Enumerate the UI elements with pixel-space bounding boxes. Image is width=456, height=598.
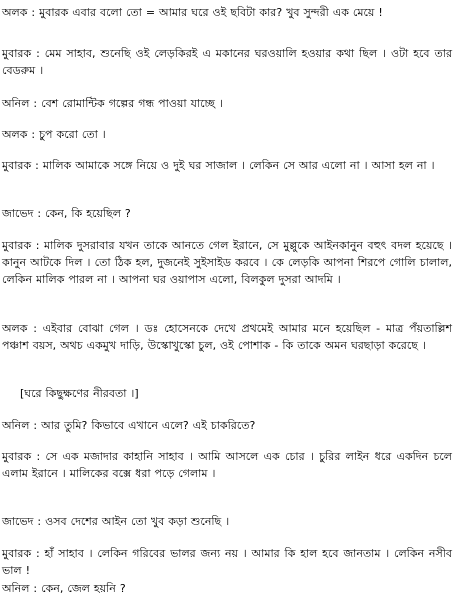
dialogue-line: মুবারক : মালিক আমাকে সঙ্গে নিয়ে ও দুই ঘর সাজাল । লেকিন সে আর এলো না । আসা হল না । <box>2 159 435 172</box>
dialogue-text: এইবার বোঝা গেল । ডঃ হোসেনকে দেখে প্রথমেই আমার মনে হয়েছিল - মাত্র পঁয়তাল্লিশ পঞ্চাশ বয়স, অথচ একমুখ দাড়ি, উস্কোখুস্কো চুল, ওই পোশাক - কি তাকে অমন ঘরছাড়া করেছে । <box>2 322 452 352</box>
dialogue-text: কেন, কি হয়েছিল ? <box>45 207 131 220</box>
speaker-name: জাভেদ <box>2 207 34 220</box>
speaker-name: অনিল <box>2 97 30 110</box>
dialogue-text: হাঁ সাহাব । লেকিন গরিবের ভালর জন্য নয় । আমার কি হাল হবে জানতাম । লেকিন নসীব ভাল ! <box>2 547 453 577</box>
dialogue-text: আর তুমি? কিভাবে এখানে এলে? এই চাকরিতে? <box>41 419 256 432</box>
speaker-name: অলক <box>2 6 28 19</box>
dialogue-text: কেন, জেল হয়নি ? <box>41 582 126 595</box>
dialogue-line: মুবারক : সে এক মজাদার কাহানি সাহাব । আমি আসলে এক চোর । চুরির লাইন ধরে একদিন চলে এলাম ইরানে । মালিকের বক্সে ধরা পড়ে গেলাম । <box>2 450 452 480</box>
speaker-name: অনিল <box>2 419 30 432</box>
dialogue-text: মালিক দুসরাবার যখন তাকে আনতে গেল ইরানে, সে মুল্লুকে আইনকানুন বহুৎ বদল হয়েছে । কানুন আটকে দিল । তো ঠিক হল, দুজনেই সুইসাইড করবে । কে লেড়কি আপনা শিরপে গোলি চালাল, লেকিন মালিক পারল না । আপনা ঘর ওয়াপাস এলো, বিলকুল দুসরা আদমি । <box>2 239 453 286</box>
speaker-name: মুবারক <box>2 547 32 560</box>
dialogue-text: সে এক মজাদার কাহানি সাহাব । আমি আসলে এক চোর । চুরির লাইন ধরে একদিন চলে এলাম ইরানে । মালিকের বক্সে ধরা পড়ে গেলাম । <box>2 450 452 480</box>
dialogue-line: অলক : এইবার বোঝা গেল । ডঃ হোসেনকে দেখে প্রথমেই আমার মনে হয়েছিল - মাত্র পঁয়তাল্লিশ পঞ্চাশ বয়স, অথচ একমুখ দাড়ি, উস্কোখুস্কো চুল, ওই পোশাক - কি তাকে অমন ঘরছাড়া করেছে । <box>2 322 452 352</box>
speaker-name: মুবারক <box>2 159 32 172</box>
dialogue-line: জাভেদ : ওসব দেশের আইন তো খুব কড়া শুনেছি । <box>2 515 230 528</box>
dialogue-line: অলক : মুবারক এবার বলো তো = আমার ঘরে ওই ছবিটা কার? খুব সুন্দরী এক মেয়ে ! <box>2 6 383 19</box>
dialogue-line: অনিল : কেন, জেল হয়নি ? <box>2 582 126 595</box>
dialogue-line: মুবারক : হাঁ সাহাব । লেকিন গরিবের ভালর জন্য নয় । আমার কি হাল হবে জানতাম । লেকিন নসীব ভাল ! <box>2 547 453 577</box>
dialogue-line: অনিল : আর তুমি? কিভাবে এখানে এলে? এই চাকরিতে? <box>2 419 256 432</box>
dialogue-text: চুপ করো তো । <box>39 128 106 141</box>
dialogue-line: জাভেদ : কেন, কি হয়েছিল ? <box>2 207 131 220</box>
dialogue-line: মুবারক : মালিক দুসরাবার যখন তাকে আনতে গেল ইরানে, সে মুল্লুকে আইনকানুন বহুৎ বদল হয়েছে । কানুন আটকে দিল । তো ঠিক হল, দুজনেই সুইসাইড করবে । কে লেড়কি আপনা শিরপে গোলি চালাল, লেকিন মালিক পারল না । আপনা ঘর ওয়াপাস এলো, বিলকুল দুসরা আদমি । <box>2 239 453 286</box>
speaker-name: অলক <box>2 128 28 141</box>
speaker-name: জাভেদ <box>2 515 34 528</box>
dialogue-text: মালিক আমাকে সঙ্গে নিয়ে ও দুই ঘর সাজাল । লেকিন সে আর এলো না । আসা হল না । <box>42 159 435 172</box>
dialogue-text: বেশ রোমান্টিক গল্পের গন্ধ পাওয়া যাচ্ছে । <box>41 97 223 110</box>
dialogue-line: অলক : চুপ করো তো । <box>2 128 106 141</box>
dialogue-text: মুবারক এবার বলো তো = আমার ঘরে ওই ছবিটা কার? খুব সুন্দরী এক মেয়ে ! <box>39 6 383 19</box>
stage-direction: [ঘরে কিছুক্ষণের নীরবতা ।] <box>20 387 139 400</box>
dialogue-line: অনিল : বেশ রোমান্টিক গল্পের গন্ধ পাওয়া যাচ্ছে । <box>2 97 223 110</box>
speaker-name: মুবারক <box>2 450 32 463</box>
dialogue-text: মেম সাহাব, শুনেছি ওই লেড়কিরই এ মকানের ঘরওয়ালি হওয়ার কথা ছিল । ওটা হবে তার বেডরুম । <box>2 47 452 77</box>
speaker-name: অলক <box>2 322 28 335</box>
dialogue-line: মুবারক : মেম সাহাব, শুনেছি ওই লেড়কিরই এ মকানের ঘরওয়ালি হওয়ার কথা ছিল । ওটা হবে তার বেডরুম । <box>2 47 452 77</box>
dialogue-text: ওসব দেশের আইন তো খুব কড়া শুনেছি । <box>45 515 230 528</box>
speaker-name: মুবারক <box>2 47 32 60</box>
speaker-name: মুবারক <box>2 239 32 252</box>
speaker-name: অনিল <box>2 582 30 595</box>
